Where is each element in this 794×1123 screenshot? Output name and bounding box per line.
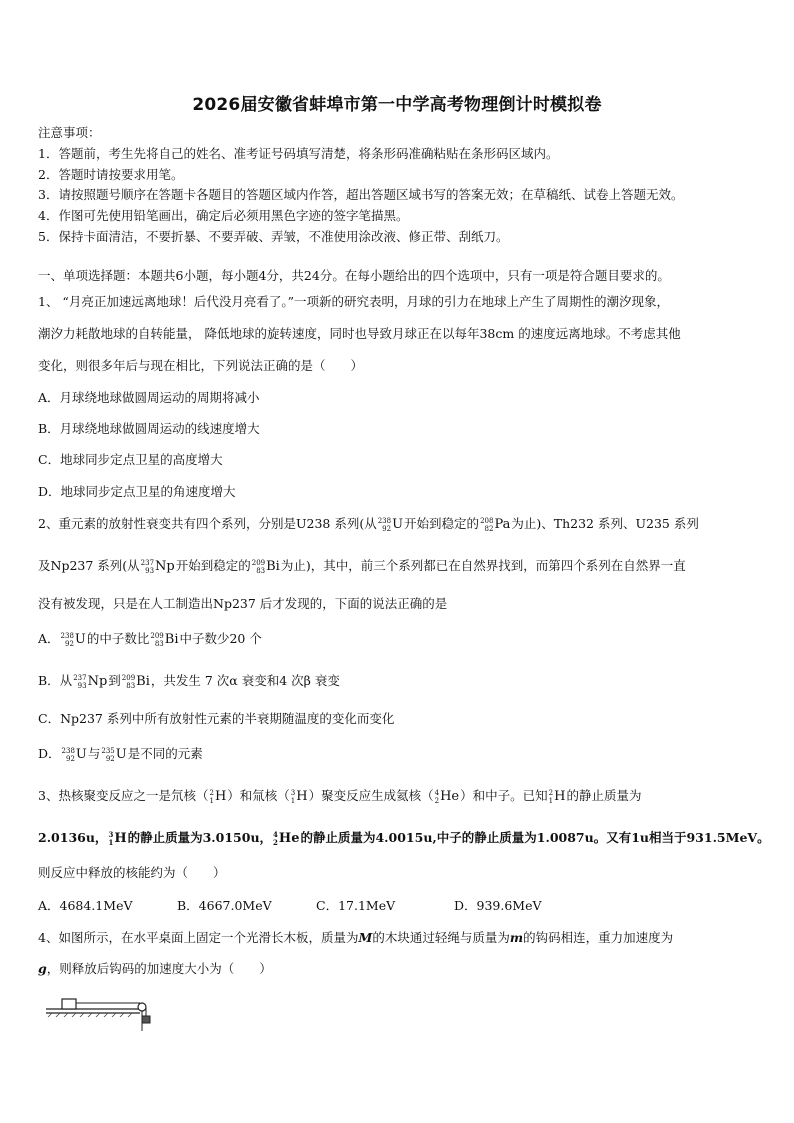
- q1-option-b: B．月球绕地球做圆周运动的线速度增大: [38, 421, 260, 436]
- q1-option-a: A．月球绕地球做圆周运动的周期将减小: [38, 390, 260, 405]
- hook-weight-m: [142, 1016, 150, 1023]
- q3-option-c: C．17.1MeV: [316, 898, 396, 913]
- q3-option-a: A．4684.1MeV: [38, 898, 133, 913]
- q2-option-d: D． 238 92 U与 235 92 U是不同的元素: [38, 746, 203, 763]
- section-heading: 一、单项选择题：本题共6小题，每小题4分，共24分。在每小题给出的四个选项中，只有一项是符合题目要求的。: [38, 268, 670, 283]
- nuclide-u238: 238 92 U: [377, 516, 404, 533]
- nuclide-h2: 2 1 H: [548, 788, 566, 805]
- page-title: 2026届安徽省蚌埠市第一中学高考物理倒计时模拟卷: [192, 95, 602, 115]
- notice-item: 5．保持卡面清洁，不要折暴、不要弄破、弄皱，不准使用涂改液、修正带、刮纸刀。: [38, 229, 509, 244]
- q2-text: 及Np237 系列(从: [38, 558, 140, 573]
- q1-stem-line: 变化，则很多年后与现在相比，下列说法正确的是（ ）: [38, 358, 364, 373]
- notice-heading: 注意事项：: [38, 125, 101, 140]
- nuclide-u238: 238 92 U: [61, 746, 87, 763]
- notice-item: 3．请按照题号顺序在答题卡各题目的答题区域内作答，超出答题区域书写的答案无效；在草稿纸、试卷上答题无效。: [38, 187, 684, 202]
- q2-text: 2、重元素的放射性衰变共有四个系列，分别是U238 系列(从: [38, 516, 377, 531]
- q4-stem-line: 4、如图所示，在水平桌面上固定一个光滑长木板，质量为M的木块通过轻绳与质量为m的钩码相连，重力加速度为: [38, 930, 674, 945]
- nuclide-h3: 3 1 H: [290, 788, 308, 805]
- notice-item: 2．答题时请按要求用笔。: [38, 167, 184, 182]
- notice-item: 4．作图可先使用铅笔画出，确定后必须用黑色字迹的签字笔描黑。: [38, 208, 409, 223]
- block-M: [62, 999, 76, 1009]
- nuclide-u235: 235 92 U: [101, 746, 127, 763]
- q2-option-b: B．从 237 93 Np到 209 83 Bi，共发生 7 次α 衰变和4 次β 衰变: [38, 673, 340, 690]
- q2-option-a: A． 238 92 U的中子数比 209 83 Bi中子数少20 个: [38, 631, 262, 648]
- q3-stem-line: 2.0136u， 3 1 H的静止质量为3.0150u， 4 2 He的静止质量为4.0015u,中子的静止质量为1.0087u。又有1u相当于931.5MeV。: [38, 829, 770, 847]
- nuclide-he4: 4 2 He: [273, 829, 300, 847]
- q2-text: 为止)、Th232 系列、U235 系列: [511, 516, 699, 531]
- q3-stem-line: 3、热核聚变反应之一是氘核（ 2 1 H）和氚核（ 3 1 H）聚变反应生成氦核（ 4 2 He）和中子。已知 2 1 H的静止质量为: [38, 788, 642, 805]
- pulley-diagram: [40, 985, 160, 1035]
- nuclide-h3: 3 1 H: [108, 829, 127, 847]
- notice-item: 1．答题前，考生先将自己的姓名、准考证号码填写清楚，将条形码准确粘贴在条形码区域内。: [38, 146, 559, 161]
- q2-stem-line: 没有被发现，只是在人工制造出Np237 后才发现的，下面的说法正确的是: [38, 596, 448, 611]
- q3-stem-line: 则反应中释放的核能约为（ ）: [38, 865, 226, 880]
- q1-stem-line: 潮汐力耗散地球的自转能量， 降低地球的旋转速度，同时也导致月球正在以每年38cm 的速度远离地球。不考虑其他: [38, 326, 681, 341]
- nuclide-np237: 237 93 Np: [73, 673, 108, 690]
- q2-text: 开始到稳定的: [175, 558, 251, 573]
- q2-text: 开始到稳定的: [404, 516, 480, 531]
- nuclide-u238: 238 92 U: [60, 631, 86, 648]
- nuclide-pa208: 208 82 Pa: [480, 516, 511, 533]
- q2-text: 为止)，其中，前三个系列都已在自然界找到，而第四个系列在自然界一直: [280, 558, 686, 573]
- q3-option-d: D．939.6MeV: [454, 898, 542, 913]
- nuclide-bi209: 209 83 Bi: [150, 631, 179, 648]
- q1-option-d: D．地球同步定点卫星的角速度增大: [38, 484, 236, 499]
- q3-option-b: B．4667.0MeV: [177, 898, 272, 913]
- q4-stem-line: g，则释放后钩码的加速度大小为（ ）: [38, 961, 272, 976]
- nuclide-bi209: 209 83 Bi: [121, 673, 150, 690]
- pulley: [138, 1003, 146, 1011]
- nuclide-h2: 2 1 H: [209, 788, 227, 805]
- nuclide-np237: 237 93 Np: [140, 558, 175, 575]
- q2-option-c: C．Np237 系列中所有放射性元素的半衰期随温度的变化而变化: [38, 711, 395, 726]
- q2-stem-line: [38, 514, 699, 533]
- nuclide-he4: 4 2 He: [434, 788, 460, 805]
- nuclide-bi209: 209 83 Bi: [251, 558, 280, 575]
- q2-stem-line: [38, 556, 686, 575]
- q1-option-c: C．地球同步定点卫星的高度增大: [38, 452, 223, 467]
- q1-stem-line: 1、 “月亮正加速远离地球！后代没月亮看了。”一项新的研究表明，月球的引力在地球上产生了周期性的潮汐现象，: [38, 294, 669, 309]
